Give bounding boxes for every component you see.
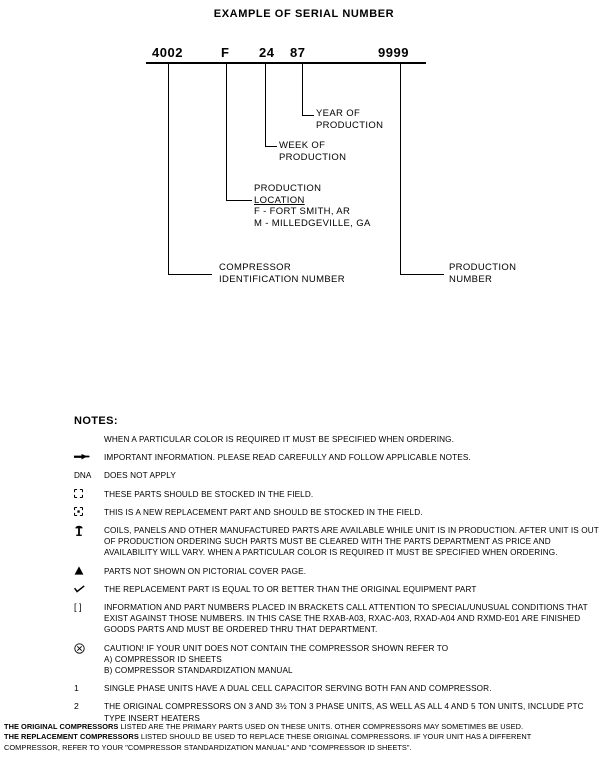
circled-x-icon: [74, 643, 85, 654]
callout-location-line4: M - MILLEDGEVILLE, GA: [254, 217, 371, 229]
note-item: [74, 643, 602, 677]
footer-line-2: [4, 732, 604, 742]
callout-production-number-line1: PRODUCTION: [449, 262, 517, 273]
notes-section: [74, 415, 602, 731]
note-text: IMPORTANT INFORMATION. PLEASE READ CAREFULLY AND FOLLOW APPLICABLE NOTES.: [104, 453, 471, 463]
leader-line-production-number-vertical: [400, 64, 401, 274]
open-square-icon: [74, 489, 83, 498]
callout-production-number: [449, 262, 516, 285]
note-bullet-open-square: [74, 489, 104, 500]
note-subitem-b: B) COMPRESSOR STANDARDIZATION MANUAL: [104, 666, 293, 676]
callout-week-line2: PRODUCTION: [279, 151, 347, 163]
note-text: PARTS NOT SHOWN ON PICTORIAL COVER PAGE.: [104, 566, 307, 576]
callout-week-line1: WEEK OF: [279, 140, 326, 151]
callout-compressor-identification-number: [219, 262, 345, 285]
callout-location-line2: LOCATION: [254, 194, 305, 206]
note-bullet-dotted-square: [74, 507, 104, 518]
serial-segment-week: 24: [259, 45, 275, 60]
serial-underline-rule: [146, 62, 426, 64]
callout-location-line3: F - FORT SMITH, AR: [254, 206, 351, 217]
note-item: [74, 452, 602, 463]
dotted-square-icon: [74, 507, 83, 516]
note-text: DOES NOT APPLY: [104, 471, 176, 481]
footer-line-1-bold: THE ORIGINAL COMPRESSORS: [4, 722, 119, 731]
leader-line-year-horizontal: [302, 115, 314, 116]
note-item: [74, 434, 602, 445]
note-bullet-plant: [74, 525, 104, 536]
leader-line-compressor-id-horizontal: [168, 274, 212, 275]
serial-segment-year: 87: [290, 45, 306, 60]
note-bullet-number-2: 2: [74, 701, 79, 712]
callout-year-of-production: [316, 108, 383, 131]
note-text: THE REPLACEMENT PART IS EQUAL TO OR BETTER THAN THE ORIGINAL EQUIPMENT PART: [104, 584, 477, 594]
leader-line-location-horizontal: [226, 200, 252, 201]
callout-compressor-line2: IDENTIFICATION NUMBER: [219, 273, 345, 285]
footer-line-3: COMPRESSOR, REFER TO YOUR "COMPRESSOR STANDARDIZATION MANUAL" AND "COMPRESSOR ID SHEETS".: [4, 742, 412, 752]
note-text: INFORMATION AND PART NUMBERS PLACED IN BRACKETS CALL ATTENTION TO SPECIAL/UNUSUAL CONDITIONS THAT EXIST AGAINST THOSE NUMBERS. IN THIS CASE THE RXAB-A03, RXAC-A03, RXAD-A04 AND RXMD-E01 ARE FINISHED GOODS PARTS AND MUST BE ORDERED THRU THAT DEPARTMENT.: [104, 603, 588, 635]
callout-year-line1: YEAR OF: [316, 108, 361, 119]
serial-number-diagram: [0, 0, 608, 310]
note-bullet-triangle: [74, 566, 104, 577]
leader-line-year-vertical: [302, 64, 303, 115]
plant-icon: [74, 525, 84, 536]
filled-triangle-icon: [74, 566, 84, 575]
note-item: [74, 489, 602, 500]
leader-line-compressor-id-vertical: [168, 64, 169, 274]
note-text: THIS IS A NEW REPLACEMENT PART AND SHOULD BE STOCKED IN THE FIELD.: [104, 507, 423, 517]
note-bullet-number-1: 1: [74, 683, 79, 694]
note-item: [74, 584, 602, 595]
note-item: [74, 507, 602, 518]
note-item: [74, 602, 602, 636]
note-bullet-pointing-hand: [74, 452, 104, 463]
pointing-hand-icon: [74, 453, 90, 462]
note-text: THE ORIGINAL COMPRESSORS ON 3 AND 3½ TON 3 PHASE UNITS, AS WELL AS ALL 4 AND 5 TON UNITS, INCLUDE PTC TYPE INSERT HEATERS: [104, 702, 584, 723]
leader-line-week-vertical: [265, 64, 266, 146]
leader-line-location-vertical: [226, 64, 227, 200]
footer-disclaimer: [4, 722, 604, 753]
note-text-group: [104, 643, 602, 677]
note-bullet-checkmark: [74, 584, 104, 595]
note-bullet-circled-x: [74, 643, 104, 654]
callout-location-line1: PRODUCTION: [254, 183, 322, 194]
note-item: [74, 683, 602, 694]
footer-line-1-rest: LISTED ARE THE PRIMARY PARTS USED ON THESE UNITS. OTHER COMPRESSORS MAY SOMETIMES BE USED.: [118, 722, 524, 731]
serial-segment-production-number: 9999: [378, 45, 409, 60]
note-item: [74, 525, 602, 559]
note-text: SINGLE PHASE UNITS HAVE A DUAL CELL CAPACITOR SERVING BOTH FAN AND COMPRESSOR.: [104, 684, 492, 694]
checkmark-icon: [74, 585, 85, 593]
leader-line-week-horizontal: [265, 146, 277, 147]
footer-line-1: [4, 722, 604, 732]
note-text: THESE PARTS SHOULD BE STOCKED IN THE FIELD.: [104, 489, 314, 499]
note-bullet-brackets: [ ]: [74, 602, 82, 613]
note-subitem-a: A) COMPRESSOR ID SHEETS: [104, 654, 222, 664]
notes-heading: NOTES:: [74, 415, 118, 427]
footer-line-2-bold: THE REPLACEMENT COMPRESSORS: [4, 732, 139, 742]
callout-year-line2: PRODUCTION: [316, 119, 384, 131]
page-title: EXAMPLE OF SERIAL NUMBER: [213, 8, 395, 20]
footer-line-2-rest: LISTED SHOULD BE USED TO REPLACE THESE ORIGINAL COMPRESSORS. IF YOUR UNIT HAS A DIFFERENT: [138, 732, 532, 742]
callout-compressor-line1: COMPRESSOR: [219, 262, 292, 273]
note-item: [74, 566, 602, 577]
note-item: [74, 470, 602, 481]
note-item: [74, 701, 602, 723]
callout-production-location: [254, 183, 371, 229]
serial-segment-compressor-id: 4002: [152, 45, 183, 60]
note-text: WHEN A PARTICULAR COLOR IS REQUIRED IT MUST BE SPECIFIED WHEN ORDERING.: [104, 435, 455, 444]
serial-segment-location: F: [221, 45, 230, 60]
note-text: COILS, PANELS AND OTHER MANUFACTURED PARTS ARE AVAILABLE WHILE UNIT IS IN PRODUCTION. AFTER UNIT IS OUT OF PRODUCTION ORDERING SUCH PARTS MUST BE CLEARED WITH THE PARTS DEPARTMENT AS PRICE AND AVAILABILITY WILL VARY. WHEN A PARTICULAR COLOR IS REQUIRED IT MUST BE SPECIFIED WHEN ORDERING.: [104, 526, 599, 558]
leader-line-production-number-horizontal: [400, 274, 444, 275]
callout-week-of-production: [279, 140, 346, 163]
callout-production-number-line2: NUMBER: [449, 273, 493, 285]
note-bullet-dna: DNA: [74, 471, 92, 481]
note-text: CAUTION! IF YOUR UNIT DOES NOT CONTAIN THE COMPRESSOR SHOWN REFER TO: [104, 643, 449, 653]
